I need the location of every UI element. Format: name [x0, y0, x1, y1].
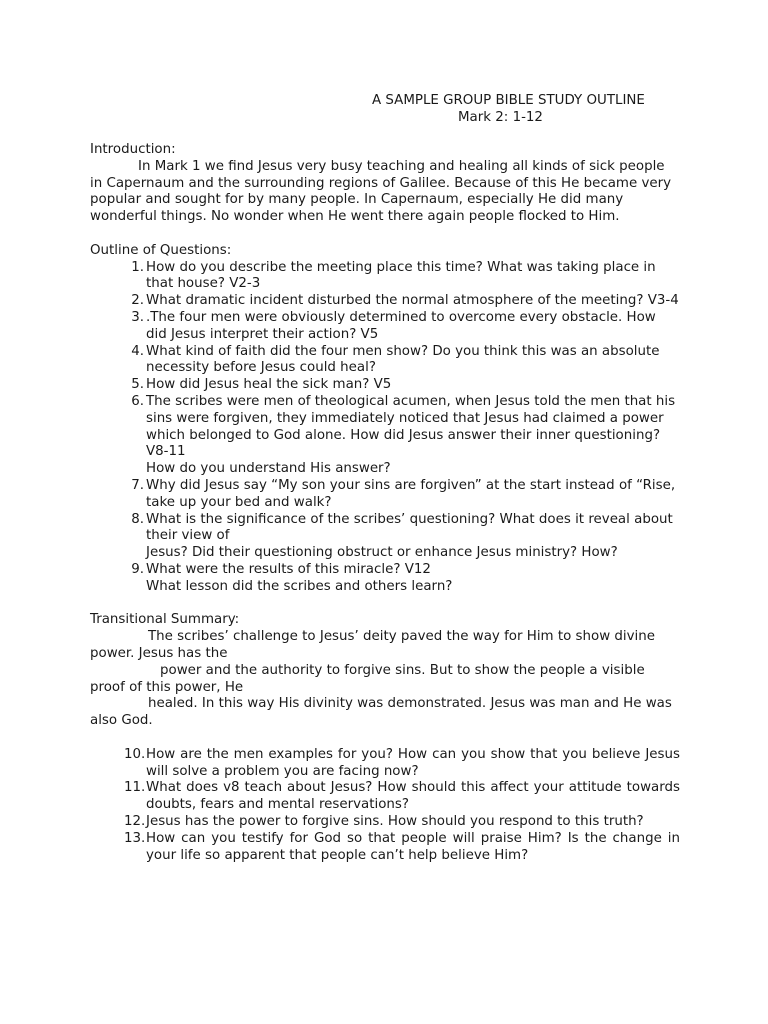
question-item: 10. How are the men examples for you? How can you show that you believe Jesus will solve a problem you are facing now?: [124, 746, 680, 779]
scripture-reference: Mark 2: 1-12: [458, 110, 543, 125]
introduction-text: In Mark 1 we find Jesus very busy teaching and healing all kinds of sick people in Capernaum and the surrounding regions of Galilee. Because of this He became very popular and sought for by many people. In Capernaum, especially He did many wonderful things. No wonder when He went there again people flocked to Him.: [90, 158, 672, 225]
outline-heading: Outline of Questions:: [90, 242, 232, 258]
introduction-heading: Introduction:: [90, 142, 176, 157]
document-body: [90, 142, 680, 864]
question-text: What does v8 teach about Jesus? How should this affect your attitude towards doubts, fears and mental reservations?: [146, 780, 680, 813]
question-text: How do you describe the meeting place this time? What was taking place in that house? V2-3: [146, 259, 656, 292]
question-item: 6. The scribes were men of theological acumen, when Jesus told the men that his sins were forgiven, they immediately noticed that Jesus had claimed a power which belonged to God alone. How did Jesus answer their inner questioning? V8-11 How do you understand His answer?: [90, 394, 680, 478]
question-followup: What lesson did the scribes and others learn?: [146, 578, 453, 594]
question-item: 9. What were the results of this miracle? V12 What lesson did the scribes and others learn?: [90, 562, 680, 596]
question-text: What dramatic incident disturbed the normal atmosphere of the meeting? V3-4: [146, 293, 679, 309]
outline-question-list: [90, 260, 680, 596]
transitional-line-2: power and the authority to forgive sins. But to show the people a visible proof of this power, He: [90, 662, 645, 695]
question-text: Jesus has the power to forgive sins. How should you respond to this truth?: [146, 814, 644, 830]
transitional-line-3: healed. In this way His divinity was demonstrated. Jesus was man and He was also God.: [90, 696, 672, 729]
question-item: 8. What is the significance of the scribes’ questioning? What does it reveal about their view of Jesus? Did their questioning obstruct or enhance Jesus ministry? How?: [90, 512, 680, 562]
question-item: 1. How do you describe the meeting place this time? What was taking place in that house? V2-3: [131, 259, 656, 292]
question-item: 12. Jesus has the power to forgive sins. How should you respond to this truth?: [90, 814, 680, 831]
document-title: A SAMPLE GROUP BIBLE STUDY OUTLINE: [372, 93, 645, 108]
question-item: 11. What does v8 teach about Jesus? How should this affect your attitude towards doubts, fears and mental reservations?: [124, 780, 680, 813]
question-item: 4. What kind of faith did the four men show? Do you think this was an absolute necessity before Jesus could heal?: [131, 343, 660, 376]
question-text: .The four men were obviously determined to overcome every obstacle. How did Jesus interpret their action? V5: [146, 309, 656, 342]
question-followup: How do you understand His answer?: [146, 461, 391, 477]
question-text: How are the men examples for you? How can you show that you believe Jesus will solve a problem you are facing now?: [146, 746, 680, 779]
transitional-heading: Transitional Summary:: [90, 612, 240, 628]
question-text: The scribes were men of theological acumen, when Jesus told the men that his sins were forgiven, they immediately noticed that Jesus had claimed a power which belonged to God alone. How did Jesus answer their inner questioning? V8-11: [146, 393, 676, 460]
question-item: 5. How did Jesus heal the sick man? V5: [131, 377, 392, 393]
question-text: How can you testify for God so that people will praise Him? Is the change in your life so apparent that people can’t help believe Him?: [146, 830, 680, 863]
question-text: How did Jesus heal the sick man? V5: [146, 377, 392, 393]
question-text: What is the significance of the scribes’ questioning? What does it reveal about their view of: [146, 511, 673, 544]
question-followup: Jesus? Did their questioning obstruct or enhance Jesus ministry? How?: [146, 545, 618, 561]
question-item: 13. How can you testify for God so that people will praise Him? Is the change in your life so apparent that people can’t help believe Him?: [124, 830, 680, 863]
question-text: What kind of faith did the four men show? Do you think this was an absolute necessity before Jesus could heal?: [146, 343, 660, 376]
application-question-list: [90, 747, 680, 865]
question-item: 7. Why did Jesus say “My son your sins are forgiven” at the start instead of “Rise, take up your bed and walk?: [131, 477, 676, 510]
question-item: 3. .The four men were obviously determined to overcome every obstacle. How did Jesus interpret their action? V5: [131, 309, 656, 342]
question-text: What were the results of this miracle? V12: [146, 561, 431, 577]
question-text: Why did Jesus say “My son your sins are forgiven” at the start instead of “Rise, take up your bed and walk?: [146, 477, 676, 510]
question-item: 2. What dramatic incident disturbed the normal atmosphere of the meeting? V3-4: [131, 293, 679, 309]
transitional-line-1: The scribes’ challenge to Jesus’ deity paved the way for Him to show divine power. Jesus has the: [90, 629, 656, 661]
